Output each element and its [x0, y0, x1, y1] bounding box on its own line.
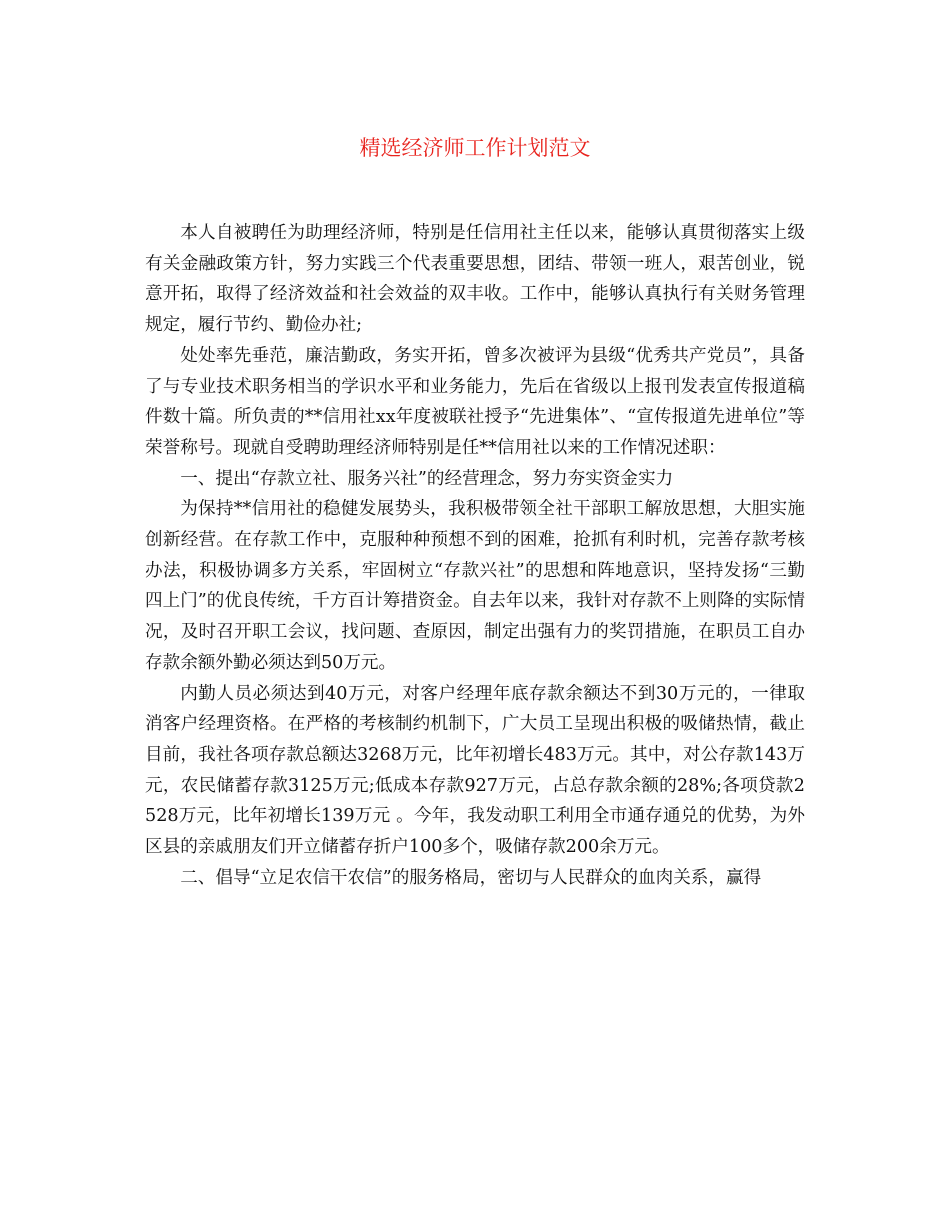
paragraph-4: 内勤人员必须达到40万元，对客户经理年底存款余额达不到30万元的，一律取消客户经理资格。在严格的考核制约机制下，广大员工呈现出积极的吸储热情，截止目前，我社各项存款总额达3268万元，比年初增长483万元。其中，对公存款143万元，农民储蓄存款3125万元;低成本存款927万元，占总存款余额的28%;各项贷款2528万元，比年初增长139万元 。今年，我发动职工利用全市通存通兑的优势，为外区县的亲戚朋友们开立储蓄存折户100多个，吸储存款200余万元。 — [145, 683, 805, 858]
paragraph-1: 本人自被聘任为助理经济师，特别是任信用社主任以来，能够认真贯彻落实上级有关金融政策方针，努力实践三个代表重要思想，团结、带领一班人，艰苦创业，锐意开拓，取得了经济效益和社会效益的双丰收。工作中，能够认真执行有关财务管理规定，履行节约、勤俭办社; — [145, 223, 805, 336]
document-body — [145, 218, 805, 893]
paragraph-3: 为保持**信用社的稳健发展势头，我积极带领全社干部职工解放思想，大胆实施创新经营。在存款工作中，克服种种预想不到的困难，抢抓有利时机，完善存款考核办法，积极协调多方关系，牢固树立“存款兴社”的思想和阵地意识，坚持发扬“三勤四上门”的优良传统，千方百计筹措资金。自去年以来，我针对存款不上则降的实际情况，及时召开职工会议，找问题、查原因，制定出强有力的奖罚措施，在职员工自办存款余额外勤必须达到50万元。 — [145, 499, 805, 673]
section-heading-2: 二、倡导“立足农信干农信”的服务格局，密切与人民群众的血肉关系，赢得 — [180, 867, 762, 888]
paragraph-2: 处处率先垂范，廉洁勤政，务实开拓，曾多次被评为县级“优秀共产党员”，具备了与专业技术职务相当的学识水平和业务能力，先后在省级以上报刊发表宣传报道稿件数十篇。所负责的**信用社xx年度被联社授予“先进集体”、“宣传报道先进单位”等荣誉称号。现就自受聘助理经济师特别是任**信用社以来的工作情况述职： — [145, 345, 805, 458]
section-heading-1: 一、提出“存款立社、服务兴社”的经营理念，努力夯实资金实力 — [180, 468, 674, 489]
document-title: 精选经济师工作计划范文 — [359, 136, 591, 160]
